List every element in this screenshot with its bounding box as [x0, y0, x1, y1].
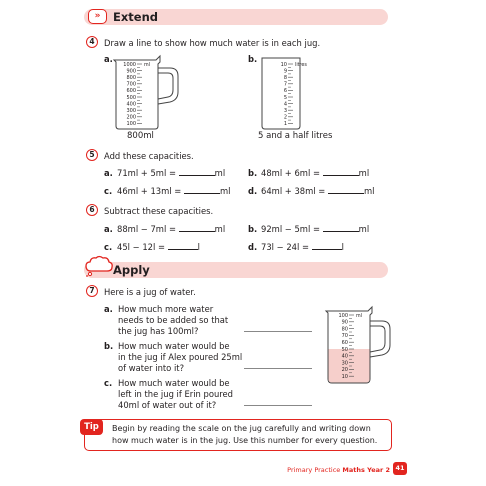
q5-c-answer-blank[interactable]: [184, 186, 220, 194]
q7-c-label: c.: [104, 378, 113, 388]
jug-b-unit-label: litres: [295, 62, 307, 68]
question-4-text: Draw a line to show how much water is in each jug.: [104, 38, 321, 48]
jug-a-tick-label: 900: [126, 68, 136, 75]
jug-a-tick-label: 600: [126, 88, 136, 95]
q6-a-expression: 88ml − 7ml = ml: [117, 224, 226, 234]
q5-b-answer-blank[interactable]: [323, 168, 359, 176]
question-number-5: 5: [86, 149, 98, 161]
measuring-jug-b: [257, 52, 317, 132]
jug-b-tick-label: 3: [283, 108, 287, 114]
apply-title: Apply: [113, 263, 150, 277]
question-5-text: Add these capacities.: [104, 151, 194, 161]
jug-a-tick-label: 400: [126, 101, 136, 108]
q7-a-label: a.: [104, 304, 113, 314]
q5-d-answer-blank[interactable]: [328, 186, 364, 194]
q6-b-label: b.: [248, 224, 258, 234]
q7-b-label: b.: [104, 341, 114, 351]
jug-c-tick-label: 60: [341, 340, 348, 346]
question-number-4: 4: [86, 36, 98, 48]
q4-a-label: a.: [104, 54, 113, 64]
jug-a-tick-label: 100: [126, 121, 136, 128]
jug-b-tick-label: 2: [283, 114, 287, 121]
q5-d-label: d.: [248, 186, 258, 196]
jug-a-caption: 800ml: [127, 131, 154, 141]
q7-a-answer-line[interactable]: [244, 331, 312, 332]
q5-a-label: a.: [104, 168, 113, 178]
tip-badge: Tip: [80, 419, 103, 435]
tip-text: Begin by reading the scale on the jug carefully and writing down how much water is in the jug. Use this number for every question.: [112, 424, 378, 445]
jug-b-tick-label: 7: [283, 81, 287, 88]
jug-b-tick-label: 1: [283, 121, 287, 128]
q6-d-label: d.: [248, 242, 258, 252]
jug-c-tick-label: 90: [341, 319, 348, 326]
q6-d-expression: 73l − 24l = l: [261, 242, 344, 252]
q5-c-expression: 46ml + 13ml = ml: [117, 186, 231, 196]
question-number-6: 6: [86, 204, 98, 216]
q6-a-label: a.: [104, 224, 113, 234]
jug-b-tick-label: 6: [283, 88, 287, 95]
jug-a-tick-label: 1000: [123, 61, 136, 68]
jug-b-tick-label: 10: [280, 61, 287, 68]
jug-c-tick-label: 30: [341, 360, 348, 367]
question-7-text: Here is a jug of water.: [104, 287, 196, 297]
q6-b-expression: 92ml − 5ml = ml: [261, 224, 370, 234]
jug-c-tick-label: 80: [341, 326, 348, 333]
jug-b-caption: 5 and a half litres: [258, 131, 333, 141]
jug-c-unit-label: ml: [356, 313, 363, 319]
q6-c-answer-blank[interactable]: [168, 242, 198, 250]
jug-c-tick-label: 20: [341, 367, 348, 374]
q5-c-label: c.: [104, 186, 113, 196]
thought-cloud-icon: [84, 255, 114, 277]
jug-a-tick-label: 200: [126, 114, 136, 121]
jug-a-tick-label: 500: [126, 94, 136, 101]
q7-b-answer-line[interactable]: [244, 368, 312, 369]
jug-a-tick-label: 800: [126, 75, 136, 81]
jug-c-tick-label: 70: [341, 333, 348, 340]
q6-c-label: c.: [104, 242, 113, 252]
jug-a-unit-label: ml: [144, 62, 151, 68]
jug-c-tick-label: 50: [341, 346, 348, 353]
jug-b-tick-label: 5: [283, 94, 287, 101]
q5-d-expression: 64ml + 38ml = ml: [261, 186, 375, 196]
q6-a-answer-blank[interactable]: [179, 224, 215, 232]
double-chevron-icon: »: [88, 9, 107, 24]
jug-b-tick-label: 4: [283, 101, 287, 108]
q5-b-label: b.: [248, 168, 258, 178]
measuring-jug-water: [320, 303, 400, 387]
q7-c-answer-line[interactable]: [244, 405, 312, 406]
q5-b-expression: 48ml + 6ml = ml: [261, 168, 370, 178]
q6-d-answer-blank[interactable]: [312, 242, 342, 250]
q4-b-label: b.: [248, 54, 258, 64]
measuring-jug-a: [108, 52, 188, 132]
jug-a-tick-label: 300: [126, 108, 136, 114]
q5-a-answer-blank[interactable]: [179, 168, 215, 176]
footer-title: Primary Practice Maths Year 2: [287, 466, 390, 474]
jug-c-tick-label: 100: [338, 312, 348, 319]
q6-b-answer-blank[interactable]: [323, 224, 359, 232]
question-number-7: 7: [86, 285, 98, 297]
q7-c-text: How much water would be left in the jug if Erin poured 40ml of water out of it?: [118, 378, 233, 410]
extend-title: Extend: [113, 10, 158, 24]
jug-c-tick-label: 10: [341, 374, 348, 380]
q7-b-text: How much water would be in the jug if Alex poured 25ml of water into it?: [118, 341, 243, 373]
jug-a-tick-label: 700: [126, 81, 136, 88]
page-number: 41: [393, 462, 407, 475]
jug-c-tick-label: 40: [341, 353, 348, 360]
question-6-text: Subtract these capacities.: [104, 206, 214, 216]
jug-b-tick-label: 8: [283, 75, 287, 81]
q5-a-expression: 71ml + 5ml = ml: [117, 168, 226, 178]
q7-a-text: How much more water needs to be added so that the jug has 100ml?: [118, 304, 229, 336]
jug-b-tick-label: 9: [283, 68, 287, 75]
q6-c-expression: 45l − 12l = l: [117, 242, 200, 252]
